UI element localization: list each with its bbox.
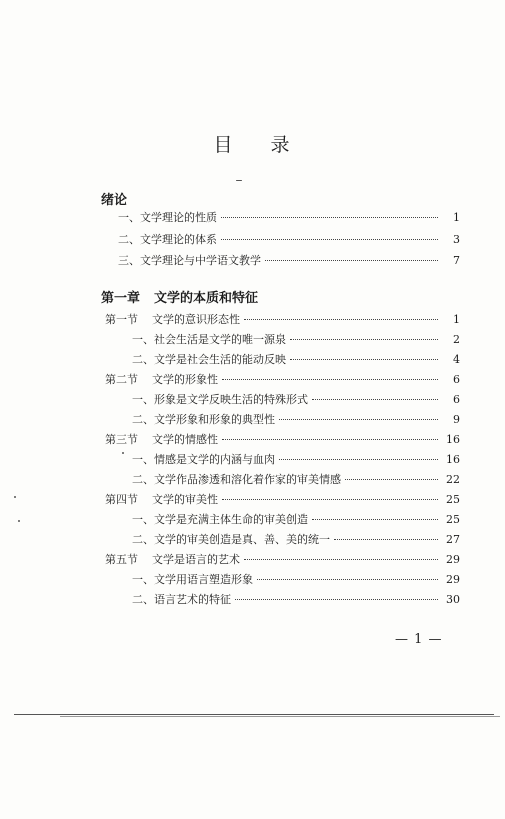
toc-entry-label: 三、文学理论与中学语文教学	[118, 254, 261, 267]
dot-leader	[222, 439, 438, 440]
title-char-2: 录	[270, 134, 292, 156]
toc-entry-label: 一、文学理论的性质	[118, 211, 217, 224]
dot-leader	[334, 539, 438, 540]
dot-leader	[279, 419, 438, 420]
toc-entry[interactable]	[132, 511, 460, 527]
toc-entry[interactable]	[132, 351, 460, 367]
dot-leader	[290, 339, 438, 340]
footer-page-number: — 1 —	[395, 632, 443, 647]
toc-entry-label: 二、语言艺术的特征	[132, 593, 231, 606]
scan-speck	[236, 180, 242, 181]
toc-entry-label: 一、形象是文学反映生活的特殊形式	[132, 393, 308, 406]
toc-entry-label: 一、文学是充满主体生命的审美创造	[132, 513, 308, 526]
dot-leader	[222, 379, 438, 380]
section-number: 第一节	[105, 313, 138, 326]
toc-entry-page: 1	[453, 211, 460, 224]
toc-entry[interactable]	[132, 591, 460, 607]
toc-entry-page: 6	[453, 393, 460, 406]
title-char-1: 目	[213, 134, 235, 156]
toc-entry-label: 文学的审美性	[152, 493, 218, 506]
dot-leader	[345, 479, 438, 480]
toc-entry[interactable]	[132, 571, 460, 587]
toc-entry-page: 30	[446, 593, 460, 606]
toc-section-entry[interactable]	[105, 431, 460, 447]
dot-leader	[221, 239, 438, 240]
toc-entry-page: 4	[453, 353, 460, 366]
toc-entry-label: 二、文学作品渗透和溶化着作家的审美情感	[132, 473, 341, 486]
dot-leader	[257, 579, 438, 580]
toc-entry[interactable]	[132, 391, 460, 407]
dot-leader	[222, 499, 438, 500]
toc-entry-label: 二、文学的审美创造是真、善、美的统一	[132, 533, 330, 546]
toc-entry-page: 16	[446, 453, 460, 466]
toc-entry-page: 7	[453, 254, 460, 267]
toc-entry-label: 二、文学理论的体系	[118, 233, 217, 246]
toc-section-entry[interactable]	[105, 311, 460, 327]
toc-entry-page: 1	[453, 313, 460, 326]
dot-leader	[290, 359, 438, 360]
dot-leader	[235, 599, 438, 600]
toc-entry-label: 二、文学形象和形象的典型性	[132, 413, 275, 426]
bottom-rule	[14, 714, 494, 715]
scan-speck	[122, 452, 124, 454]
section-number: 第四节	[105, 493, 138, 506]
section-number: 第五节	[105, 553, 138, 566]
toc-entry-page: 22	[446, 473, 460, 486]
toc-entry-label: 文学的意识形态性	[152, 313, 240, 326]
section-number: 第三节	[105, 433, 138, 446]
toc-entry[interactable]	[118, 231, 460, 247]
toc-entry[interactable]	[132, 451, 460, 467]
toc-entry-page: 27	[446, 533, 460, 546]
chapter-heading	[101, 287, 258, 306]
dot-leader	[312, 399, 438, 400]
toc-entry-label: 一、文学用语言塑造形象	[132, 573, 253, 586]
dot-leader	[279, 459, 438, 460]
toc-entry-label: 文学的情感性	[152, 433, 218, 446]
toc-entry-page: 25	[446, 513, 460, 526]
toc-entry-page: 3	[453, 233, 460, 246]
chapter-title: 文学的本质和特征	[154, 291, 259, 306]
toc-entry[interactable]	[132, 411, 460, 427]
toc-entry[interactable]	[118, 252, 460, 268]
chapter-number: 第一章	[101, 291, 141, 306]
toc-entry-label: 文学的形象性	[152, 373, 218, 386]
toc-entry-page: 2	[453, 333, 460, 346]
toc-entry-label: 文学是语言的艺术	[152, 553, 240, 566]
dot-leader	[244, 319, 438, 320]
dot-leader	[312, 519, 438, 520]
toc-entry-label: 二、文学是社会生活的能动反映	[132, 353, 286, 366]
toc-entry-page: 6	[453, 373, 460, 386]
toc-entry[interactable]	[132, 471, 460, 487]
toc-section-entry[interactable]	[105, 491, 460, 507]
toc-entry[interactable]	[118, 209, 460, 225]
intro-heading: 绪论	[101, 193, 128, 208]
toc-entry-page: 25	[446, 493, 460, 506]
scan-speck	[18, 520, 20, 522]
toc-section-entry[interactable]	[105, 551, 460, 567]
page-title	[0, 130, 505, 157]
toc-entry-label: 一、社会生活是文学的唯一源泉	[132, 333, 286, 346]
toc-entry[interactable]	[132, 331, 460, 347]
toc-section-entry[interactable]	[105, 371, 460, 387]
bottom-rule-thin	[60, 716, 500, 717]
toc-entry-page: 29	[446, 553, 460, 566]
dot-leader	[221, 217, 438, 218]
dot-leader	[244, 559, 438, 560]
toc-entry-page: 16	[446, 433, 460, 446]
toc-entry[interactable]	[132, 531, 460, 547]
toc-entry-page: 9	[453, 413, 460, 426]
scan-speck	[14, 496, 16, 498]
toc-entry-page: 29	[446, 573, 460, 586]
toc-entry-label: 一、情感是文学的内涵与血肉	[132, 453, 275, 466]
section-number: 第二节	[105, 373, 138, 386]
dot-leader	[265, 260, 438, 261]
